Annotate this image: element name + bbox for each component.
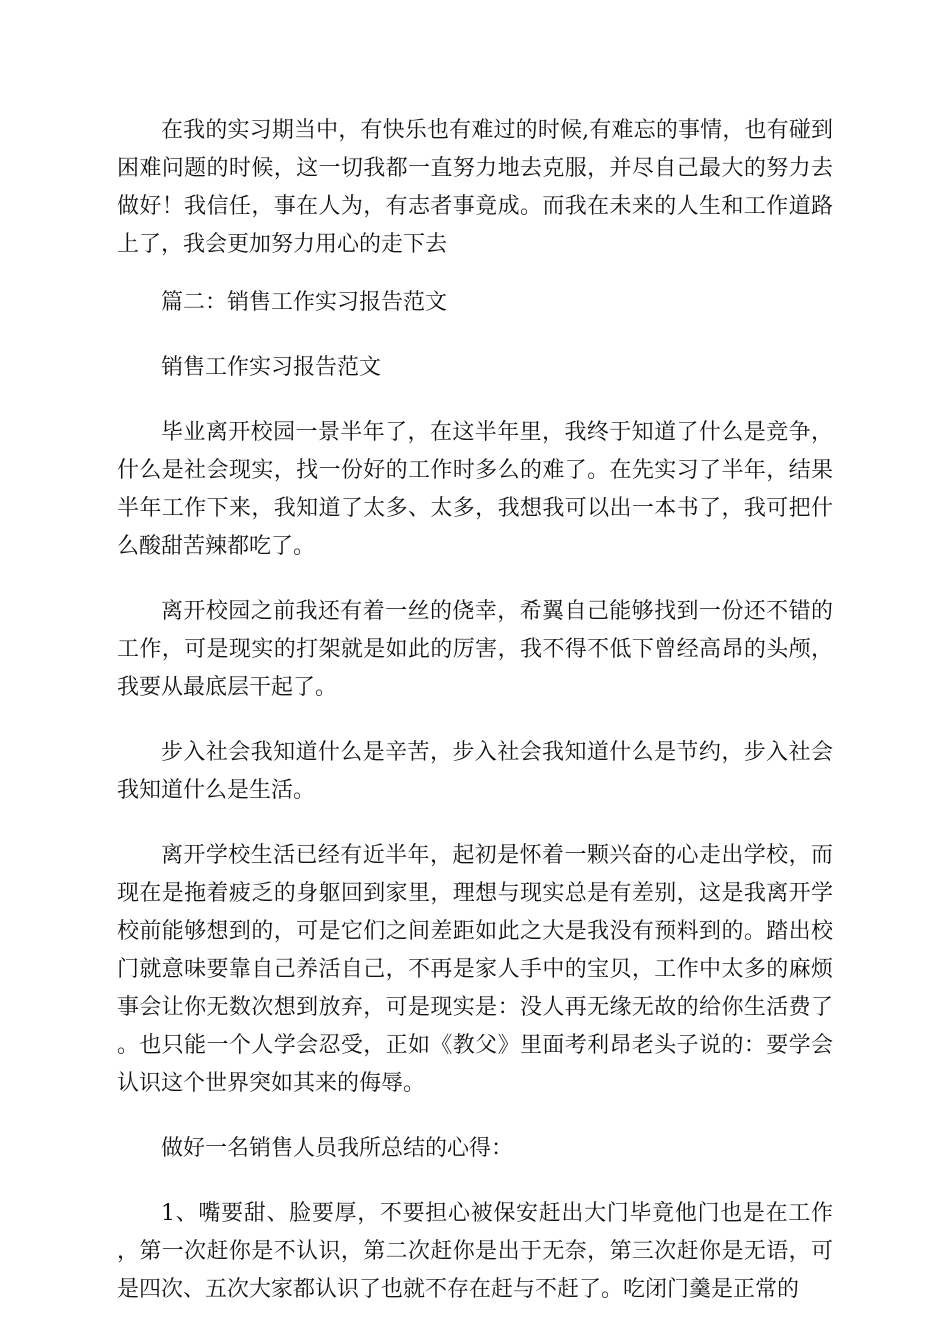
document-title: 销售工作实习报告范文 [161, 355, 382, 380]
paragraph-lesson-one: 1、嘴要甜、脸要厚，不要担心被保安赶出大门毕竟他门也是在工作，第一次赶你是不认识，第二次赶你是出于无奈，第三次赶你是无语，可是四次、五次大家都认识了也就不存在赶与不赶了。吃闭门羹是正常的 [117, 1201, 833, 1302]
document-body [117, 112, 833, 1309]
paragraph-sales-lessons-intro: 做好一名销售人员我所总结的心得： [161, 1136, 514, 1161]
paragraph-graduation: 毕业离开校园一景半年了，在这半年里，我终于知道了什么是竞争，什么是社会现实，找一份好的工作时多么的难了。在先实习了半年，结果半年工作下来，我知道了太多、太多，我想我可以出一本书了，我可把什么酸甜苦辣都吃了。 [117, 420, 833, 559]
paragraph-entering-society: 步入社会我知道什么是辛苦，步入社会我知道什么是节约，步入社会我知道什么是生活。 [117, 740, 833, 803]
section-heading: 篇二：销售工作实习报告范文 [161, 290, 448, 315]
paragraph-internship-reflection: 在我的实习期当中，有快乐也有难过的时候,有难忘的事情，也有碰到困难问题的时候，这一切我都一直努力地去克服，并尽自己最大的努力去做好！我信任，事在人为，有志者事竟成。而我在未来的人生和工作道路上了，我会更加努力用心的走下去 [117, 118, 833, 257]
paragraph-leaving-school: 离开学校生活已经有近半年，起初是怀着一颗兴奋的心走出学校，而现在是拖着疲乏的身躯回到家里，理想与现实总是有差别，这是我离开学校前能够想到的，可是它们之间差距如此之大是我没有预料到的。踏出校门就意味要靠自己养活自己，不再是家人手中的宝贝，工作中太多的麻烦事会让你无数次想到放弃，可是现实是：没人再无缘无故的给你生活费了。也只能一个人学会忍受，正如《教父》里面考利昂老头子说的：要学会认识这个世界突如其来的侮辱。 [117, 843, 833, 1096]
paragraph-leaving-campus: 离开校园之前我还有着一丝的侥幸，希翼自己能够找到一份还不错的工作，可是现实的打架就是如此的厉害，我不得不低下曾经高昂的头颅，我要从最底层干起了。 [117, 599, 833, 700]
